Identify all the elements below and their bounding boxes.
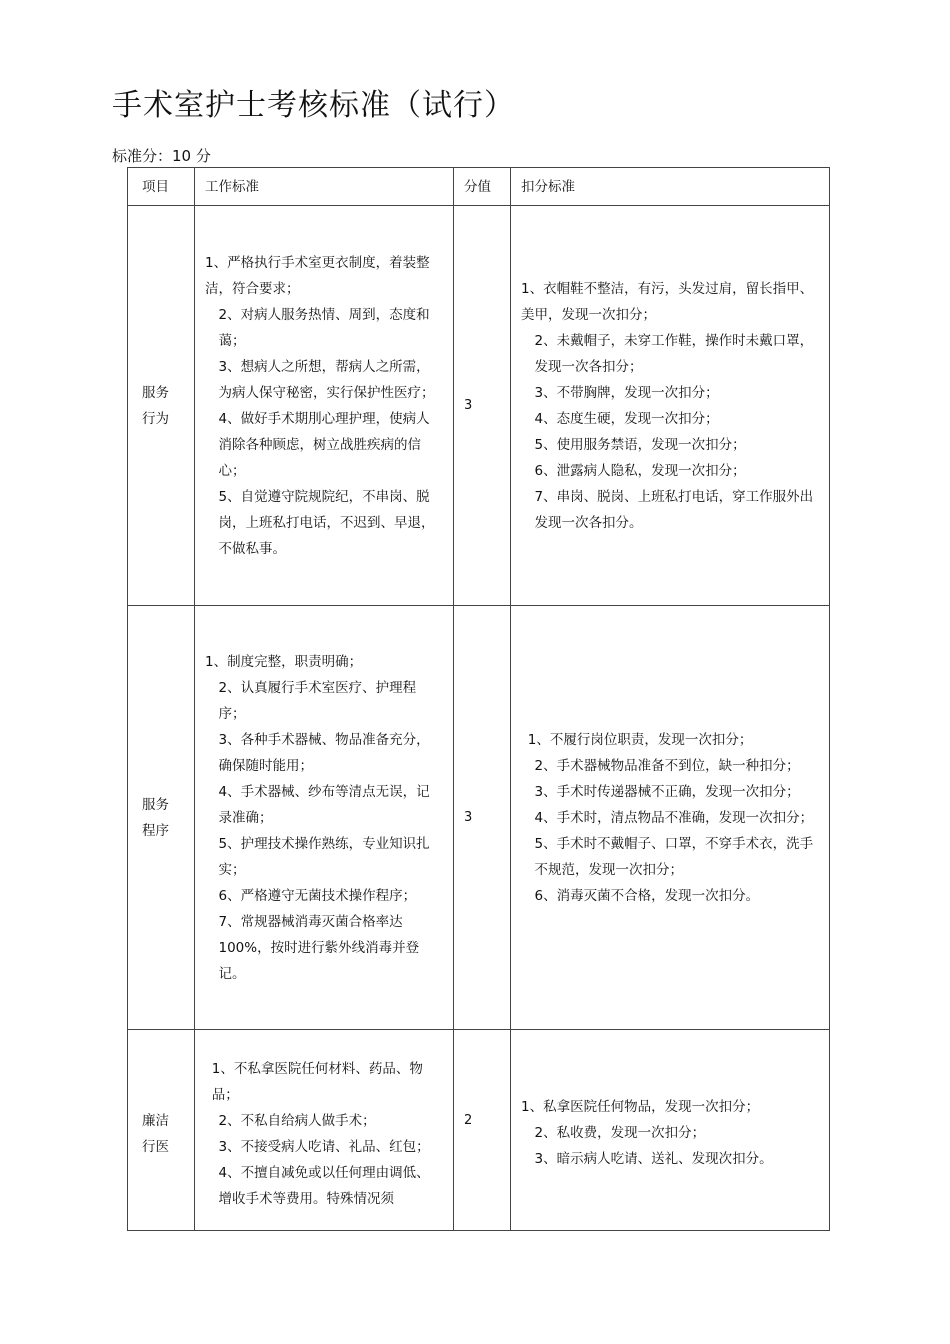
deduction-line: 4、态度生硬，发现一次扣分；: [534, 410, 719, 427]
item-cell: [128, 606, 195, 1030]
item-label: 廉洁: [142, 1113, 169, 1129]
header-deduction-standard: 扣分标准: [511, 168, 830, 206]
item-label: 行医: [142, 1139, 169, 1155]
standard-line: 7、常规器械消毒灭菌合格率达100%，按时进行紫外线消毒并登记。: [218, 913, 420, 982]
work-standard-cell: [195, 1030, 454, 1231]
deduction-line: 3、暗示病人吃请、送礼、发现次扣分。: [534, 1151, 773, 1167]
document-title: 手术室护士考核标准（试行）: [112, 88, 515, 123]
deduction-line: 4、手术时，清点物品不准确，发现一次扣分；: [534, 809, 814, 826]
score-cell: 3: [454, 606, 511, 1030]
standard-line: 2、认真履行手术室医疗、护理程序；: [218, 679, 417, 722]
header-score: 分值: [454, 168, 511, 206]
item-cell: [128, 206, 195, 606]
deduction-line: 1、衣帽鞋不整洁，有污，头发过肩，留长指甲、美甲，发现一次扣分；: [521, 280, 814, 323]
deduction-line: 2、手术器械物品准备不到位，缺一种扣分；: [534, 757, 800, 774]
standard-line: 3、各种手术器械、物品准备充分，确保随时能用；: [218, 731, 430, 774]
standard-line: 1、严格执行手术室更衣制度，着装整洁，符合要求；: [205, 254, 430, 297]
standard-line: 4、不擅自减免或以任何理由调低、增收手术等费用。特殊情况须: [218, 1165, 430, 1207]
standard-line: 2、对病人服务热情、周到，态度和蔼；: [218, 306, 430, 349]
table-row: [128, 606, 830, 1030]
deduction-line: 1、不履行岗位职责，发现一次扣分；: [527, 731, 753, 748]
score-cell: 3: [454, 206, 511, 606]
header-work-standard: 工作标准: [195, 168, 454, 206]
work-standard-cell: [195, 206, 454, 606]
deduction-line: 5、手术时不戴帽子、口罩，不穿手术衣，洗手不规范，发现一次扣分；: [534, 835, 814, 878]
item-cell: [128, 1030, 195, 1231]
standard-line: 1、不私拿医院任何材料、药品、物品；: [211, 1061, 423, 1103]
deduction-line: 2、私收费，发现一次扣分；: [534, 1125, 706, 1141]
standard-line: 6、严格遵守无菌技术操作程序；: [218, 887, 417, 904]
deduction-line: 1、私拿医院任何物品，发现一次扣分；: [521, 1099, 760, 1115]
assessment-table: [127, 167, 830, 1231]
table-header-row: [128, 168, 830, 206]
standard-line: 5、自觉遵守院规院纪，不串岗、脱岗，上班私打电话，不迟到、早退，不做私事。: [218, 488, 435, 557]
deduction-line: 6、消毒灭菌不合格，发现一次扣分。: [534, 887, 760, 904]
deduction-line: 3、不带胸牌，发现一次扣分；: [534, 384, 719, 401]
standard-line: 3、想病人之所想，帮病人之所需，为病人保守秘密，实行保护性医疗；: [218, 358, 435, 401]
deduction-cell: [511, 206, 830, 606]
header-item: 项目: [128, 168, 195, 206]
work-standard-cell: [195, 606, 454, 1030]
standard-line: 2、不私自给病人做手术；: [218, 1113, 376, 1129]
item-label: 服务: [142, 384, 169, 401]
deduction-line: 7、串岗、脱岗、上班私打电话，穿工作服外出发现一次各扣分。: [534, 488, 814, 531]
standard-line: 4、手术器械、纱布等清点无误，记录准确；: [218, 783, 430, 826]
deduction-line: 6、泄露病人隐私，发现一次扣分；: [534, 462, 746, 479]
deduction-line: 3、手术时传递器械不正确，发现一次扣分；: [534, 783, 800, 800]
score-cell: 2: [454, 1030, 511, 1231]
table-row: [128, 1030, 830, 1231]
table-row: [128, 206, 830, 606]
standard-line: 5、护理技术操作熟练，专业知识扎实；: [218, 835, 430, 878]
standard-line: 4、做好手术期刖心理护理，使病人消除各种顾虑，树立战胜疾病的信心；: [218, 410, 430, 479]
deduction-cell: [511, 1030, 830, 1231]
deduction-cell: [511, 606, 830, 1030]
item-label: 服务: [142, 796, 169, 813]
standard-line: 1、制度完整，职责明确；: [205, 653, 363, 670]
item-label: 行为: [142, 410, 169, 427]
standard-score: 标准分：10 分: [112, 147, 211, 165]
standard-line: 3、不接受病人吃请、礼品、红包；: [218, 1139, 430, 1155]
work-standard-clip: [205, 1056, 443, 1230]
item-label: 程序: [142, 822, 169, 839]
deduction-line: 5、使用服务禁语，发现一次扣分；: [534, 436, 746, 453]
deduction-line: 2、未戴帽子，未穿工作鞋，操作时未戴口罩，发现一次各扣分；: [534, 332, 814, 375]
